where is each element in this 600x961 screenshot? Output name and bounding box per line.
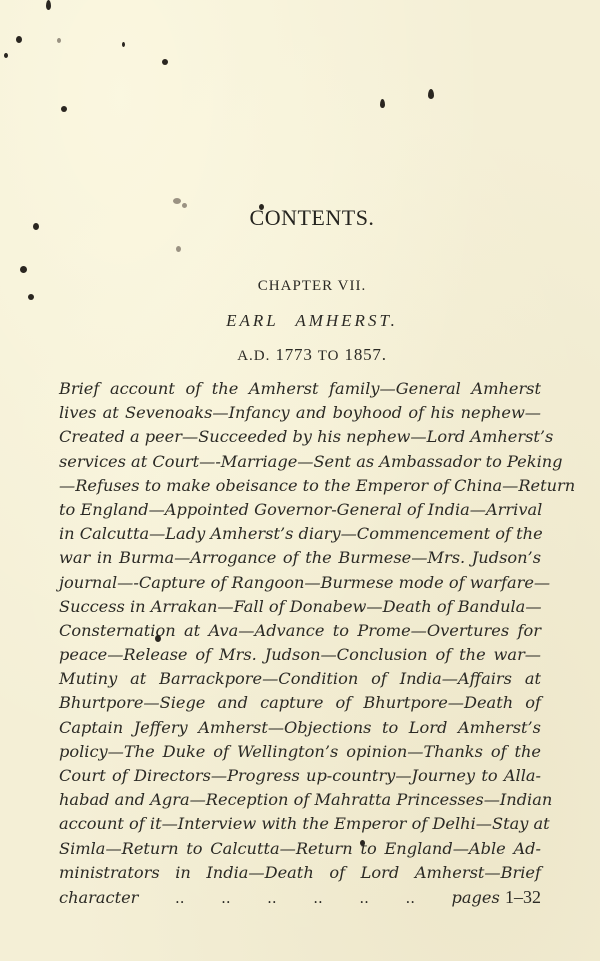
summary-line: Court of Directors—Progress up-country—Journey to Alla- [59,766,541,785]
ink-speck [16,36,22,43]
summary-line: —Refuses to make obeisance to the Emperor of China—Return [59,475,576,495]
page-reference [452,885,541,910]
summary-line: Simla—Return to Calcutta—Return to England—Able Ad- [59,838,541,858]
pages-range: 1–32 [504,886,541,907]
summary-line: Success in Arrakan—Fall of Donabew—Death of Bandula— [59,596,542,616]
ink-speck [176,246,181,252]
dot-leader: .. [359,888,369,907]
ink-speck [380,99,385,108]
summary-line: Bhurtpore—Siege and capture of Bhurtpore—Death of [59,693,541,713]
summary-line: Captain Jeffery Amherst—Objections to Lord Amherst’s [59,717,541,737]
summary-line: policy—The Duke of Wellington’s opinion—Thanks of the [59,741,541,761]
summary-line: to England—Appointed Governor-General of India—Arrival [59,499,543,519]
chapter-summary [59,377,576,909]
dot-leader: .. [174,888,185,907]
summary-line: Consternation at Ava—Advance to Prome—Overtures for [59,620,541,640]
ink-speck [428,89,434,99]
contents-heading: CONTENTS. [249,205,375,230]
dot-leader: .. [313,888,323,907]
summary-line: Brief account of the Amherst family—General Amherst [59,379,541,398]
ink-speck [46,0,51,10]
summary-last-word: character [59,887,139,907]
ink-speck [57,38,61,43]
pages-label: pages [451,887,500,907]
summary-line: ministrators in India—Death of Lord Amherst—Brief [59,862,541,882]
ink-speck [20,266,27,273]
dot-leader: .. [267,888,277,907]
summary-line: account of it—Interview with the Emperor of Delhi—Stay at [59,814,550,834]
summary-line: war in Burma—Arrogance of the Burmese—Mrs. Judson’s [59,548,541,568]
ink-speck [122,42,125,47]
summary-line: lives at Sevenoaks—Infancy and boyhood of his nephew— [59,403,541,423]
summary-line: habad and Agra—Reception of Mahratta Princesses—Indian [59,790,553,810]
ink-speck [173,198,181,204]
end-year: 1857. [344,345,387,364]
summary-line: peace—Release of Mrs. Judson—Conclusion of the war— [59,645,541,665]
summary-line: in Calcutta—Lady Amherst’s diary—Commencement of the [59,524,543,544]
dot-leader: .. [405,888,415,907]
chapter-subject: EARL AMHERST. [226,311,398,330]
ink-speck [61,106,67,112]
chapter-label: CHAPTER VII. [257,278,367,294]
ink-speck [4,53,8,58]
page-reference-line [59,885,541,909]
summary-line: services at Court—-Marriage—Sent as Ambassador to Peking [59,451,563,471]
summary-line: Created a peer—Succeeded by his nephew—Lord Amherst’s [59,427,554,447]
summary-line: Mutiny at Barrackpore—Condition of India—Affairs at [59,669,541,689]
dot-leader: .. [221,888,231,907]
date-connector: TO [317,348,340,364]
start-year: 1773 [275,345,313,364]
date-prefix: A.D. [237,348,271,364]
summary-line: journal—-Capture of Rangoon—Burmese mode of warfare— [59,572,551,592]
ink-speck [162,59,168,65]
date-range [0,345,600,365]
